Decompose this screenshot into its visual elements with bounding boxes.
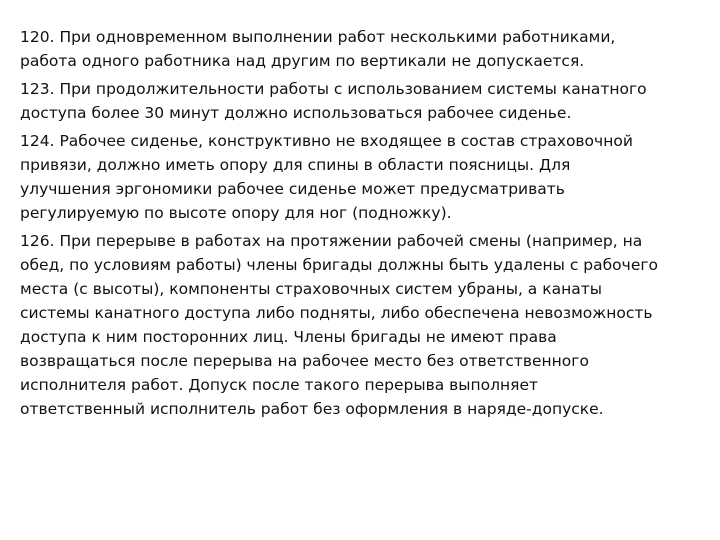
paragraph-124: 124. Рабочее сиденье, конструктивно не входящее в состав страховочной привязи, должно иметь опору для спины в области поясницы. Для улучшения эргономики рабочее сиденье может предусматривать регулируемую по высоте опору для ног (подножку). — [20, 132, 633, 222]
paragraph-126: 126. При перерыве в работах на протяжении рабочей смены (например, на обед, по условиям работы) члены бригады должны быть удалены с рабочего места (с высоты), компоненты страховочных систем убраны, а канаты системы канатного доступа либо подняты, либо обеспечена невозможность доступа к ним посторонних лиц. Члены бригады не имеют права возвращаться после перерыва на рабочее место без ответственного исполнителя работ. Допуск после такого перерыва выполняет ответственный исполнитель работ без оформления в наряде-допуске. — [20, 232, 658, 418]
document-text-block — [20, 25, 660, 425]
paragraph-120: 120. При одновременном выполнении работ несколькими работниками, работа одного работника над другим по вертикали не допускается. — [20, 28, 616, 70]
paragraph-123: 123. При продолжительности работы с использованием системы канатного доступа более 30 минут должно использоваться рабочее сиденье. — [20, 80, 647, 122]
